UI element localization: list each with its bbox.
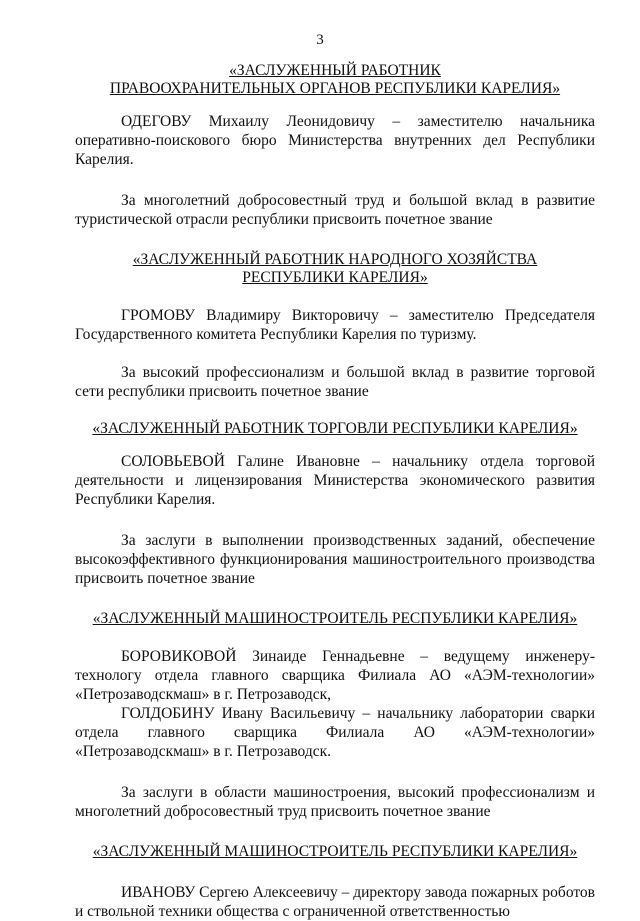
award-title [75, 843, 595, 861]
award-title-line: ПРАВООХРАНИТЕЛЬНЫХ ОРГАНОВ РЕСПУБЛИКИ КАРЕЛИЯ» [109, 80, 561, 97]
award-title-line: «ЗАСЛУЖЕННЫЙ РАБОТНИК НАРОДНОГО ХОЗЯЙСТВА [132, 251, 538, 268]
nominee-paragraph: ГРОМОВУ Владимиру Викторовичу – заместителю Председателя Государственного комитета Республики Карелия по туризму. [75, 307, 595, 343]
nominee-paragraph: СОЛОВЬЕВОЙ Галине Ивановне – начальнику отдела торговой деятельности и лицензирования Министерства экономического развития Республики Карелия. [75, 453, 595, 508]
award-title [75, 251, 595, 287]
award-title-line: «ЗАСЛУЖЕННЫЙ РАБОТНИК ТОРГОВЛИ РЕСПУБЛИКИ КАРЕЛИЯ» [92, 420, 578, 437]
award-intro-paragraph: За многолетний добросовестный труд и большой вклад в развитие туристической отрасли республики присвоить почетное звание [75, 192, 595, 228]
award-title [75, 610, 595, 628]
award-intro-paragraph: За заслуги в области машиностроения, высокий профессионализм и многолетний добросовестный труд присвоить почетное звание [75, 784, 595, 820]
award-intro-paragraph: За высокий профессионализм и большой вклад в развитие торговой сети республики присвоить почетное звание [75, 364, 595, 400]
award-intro-paragraph: За заслуги в выполнении производственных заданий, обеспечение высокоэффективного функционирования машиностроительного производства присвоить почетное звание [75, 532, 595, 587]
award-title-line: «ЗАСЛУЖЕННЫЙ РАБОТНИК [229, 62, 441, 79]
nominee-paragraph: БОРОВИКОВОЙ Зинаиде Геннадьевне – ведущему инженеру-технологу отдела главного сварщика Филиала АО «АЭМ-технологии» «Петрозаводскмаш» в г. Петрозаводск, [75, 648, 595, 703]
nominee-paragraph: ОДЕГОВУ Михаилу Леонидовичу – заместителю начальника оперативно-поискового бюро Министерства внутренних дел Республики Карелия. [75, 113, 595, 168]
document-body [75, 62, 595, 921]
nominee-paragraph: ГОЛДОБИНУ Ивану Васильевичу – начальнику лаборатории сварки отдела главного сварщика Филиала АО «АЭМ-технологии» «Петрозаводскмаш» в г. Петрозаводск. [75, 705, 595, 760]
award-title-line: «ЗАСЛУЖЕННЫЙ МАШИНОСТРОИТЕЛЬ РЕСПУБЛИКИ КАРЕЛИЯ» [92, 610, 578, 627]
page-number: 3 [316, 32, 324, 48]
award-title-line: РЕСПУБЛИКИ КАРЕЛИЯ» [242, 269, 428, 286]
nominee-paragraph: ИВАНОВУ Сергею Алексеевичу – директору завода пожарных роботов и ствольной техники общества с ограниченной ответственностью [75, 884, 595, 920]
award-title [75, 62, 595, 98]
award-title [75, 420, 595, 438]
award-title-line: «ЗАСЛУЖЕННЫЙ МАШИНОСТРОИТЕЛЬ РЕСПУБЛИКИ КАРЕЛИЯ» [92, 843, 578, 860]
